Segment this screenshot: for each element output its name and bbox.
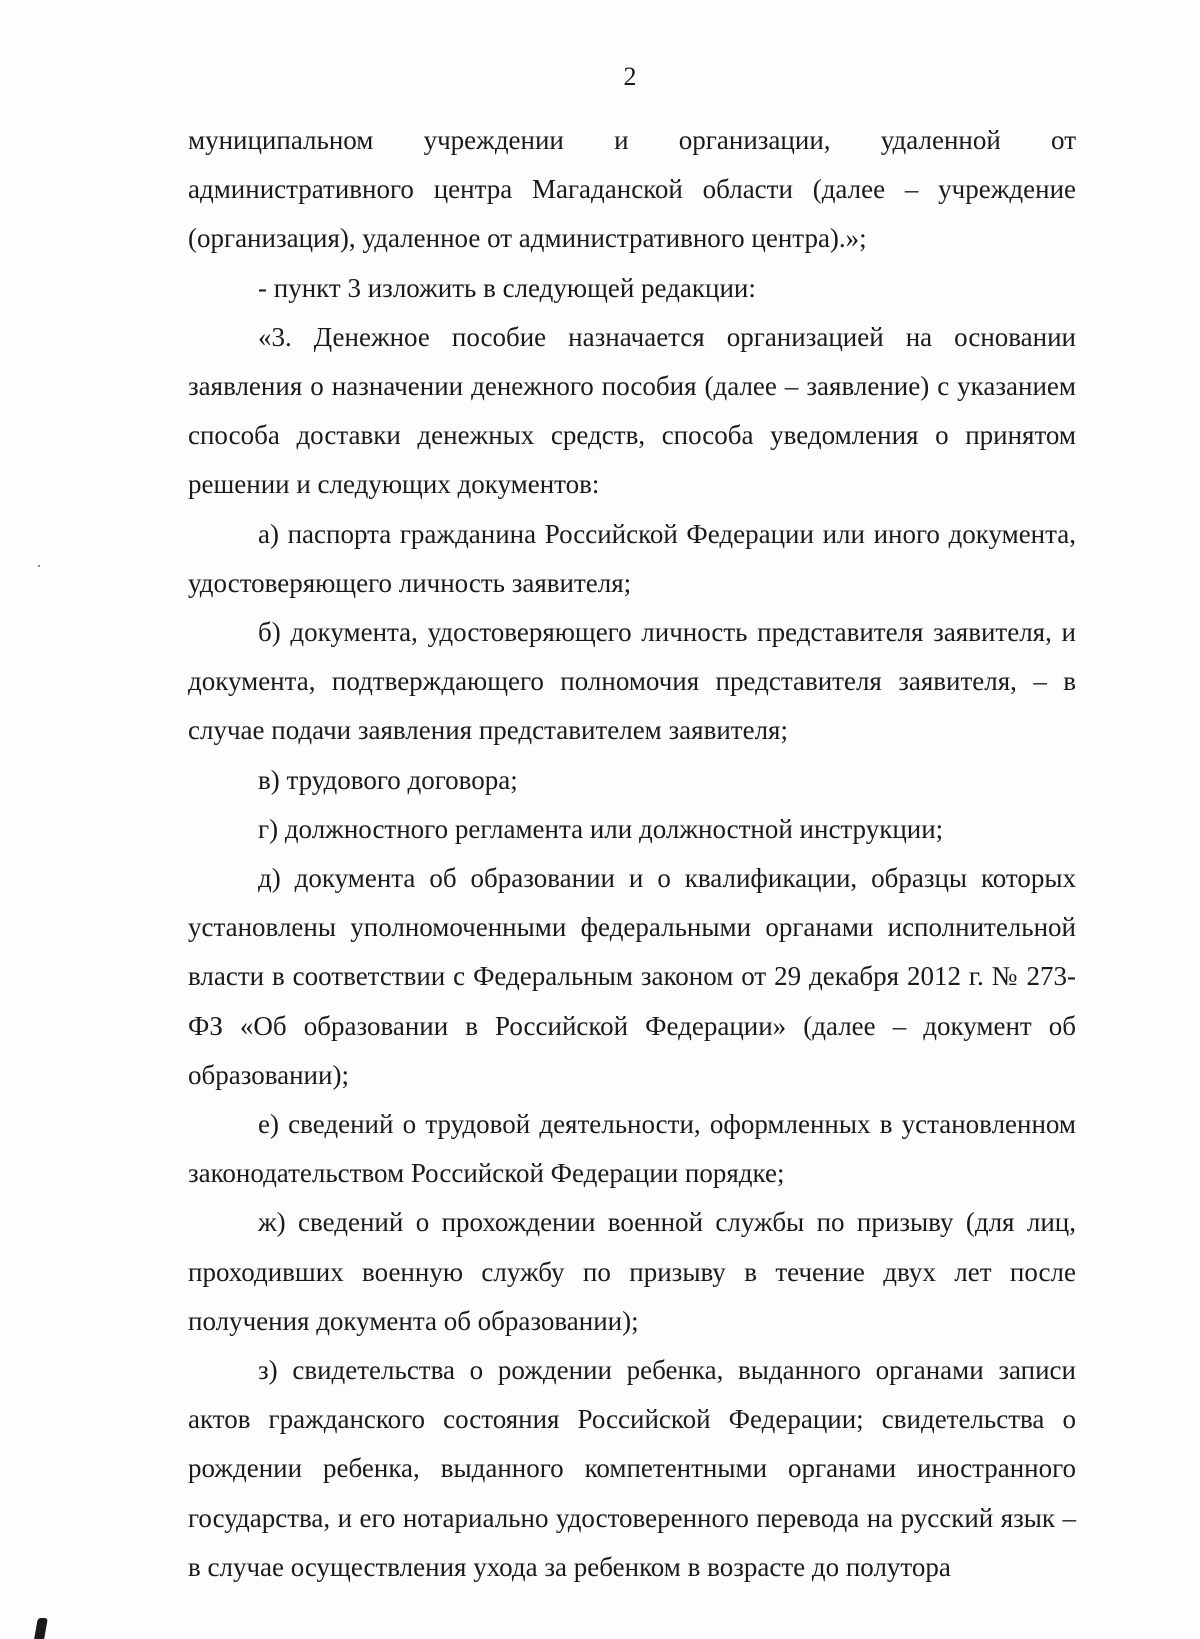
document-body (188, 116, 1076, 1592)
paragraph-continuation: муниципальном учреждении и организации, удаленной от административного центра Магаданской области (далее – учреждение (организация), удаленное от административного центра).»; (188, 125, 1076, 254)
paragraph-subitem-d: д) документа об образовании и о квалификации, образцы которых установлены уполномоченными федеральными органами исполнительной власти в соответствии с Федеральным законом от 29 декабря 2012 г. № 273-ФЗ «Об образовании в Российской Федерации» (далее – документ об образовании); (188, 863, 1076, 1090)
paragraph-subitem-v: в) трудового договора; (258, 764, 518, 795)
scan-artifact-mark (34, 1618, 48, 1639)
paragraph-subitem-b: б) документа, удостоверяющего личность представителя заявителя, и документа, подтверждающего полномочия представителя заявителя, – в случае подачи заявления представителем заявителя; (188, 617, 1076, 746)
paragraph-item3-intro: - пункт 3 изложить в следующей редакции: (258, 272, 756, 303)
paragraph-item3: «3. Денежное пособие назначается организацией на основании заявления о назначении денежного пособия (далее – заявление) с указанием способа доставки денежных средств, способа уведомления о принятом решении и следующих документов: (188, 321, 1076, 500)
paragraph-subitem-a: а) паспорта гражданина Российской Федерации или иного документа, удостоверяющего личность заявителя; (188, 518, 1076, 598)
scan-artifact-dot (38, 565, 40, 567)
paragraph-subitem-zh: ж) сведений о прохождении военной службы по призыву (для лиц, проходивших военную службу по призыву в течение двух лет после получения документа об образовании); (188, 1207, 1076, 1336)
page-number: 2 (623, 62, 637, 91)
paragraph-subitem-z: з) свидетельства о рождении ребенка, выданного органами записи актов гражданского состояния Российской Федерации; свидетельства о рождении ребенка, выданного компетентными органами иностранного государства, и его нотариально удостоверенного перевода на русский язык – в случае осуществления ухода за ребенком в возрасте до полутора (188, 1355, 1076, 1582)
paragraph-subitem-e: е) сведений о трудовой деятельности, оформленных в установленном законодательством Российской Федерации порядке; (188, 1109, 1076, 1189)
paragraph-subitem-g: г) должностного регламента или должностной инструкции; (258, 813, 944, 844)
